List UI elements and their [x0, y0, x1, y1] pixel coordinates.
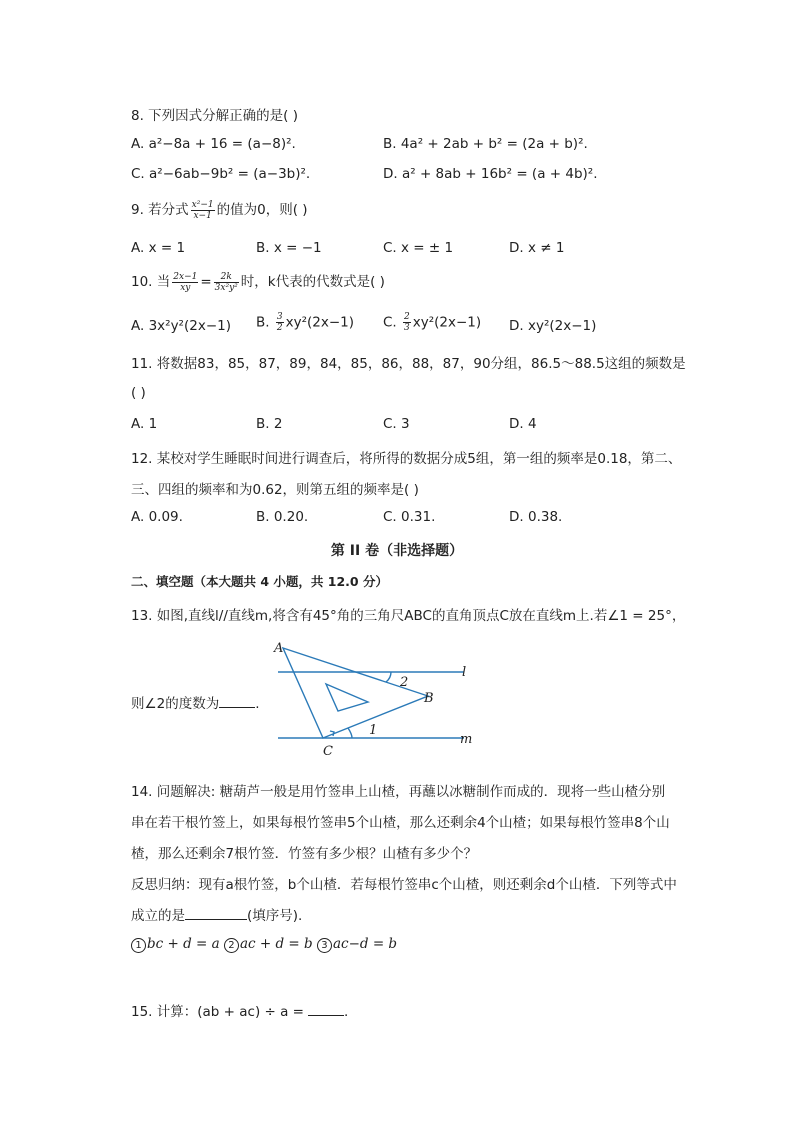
q9-option-a: A. x = 1 [131, 240, 186, 256]
q12-option-d: D. 0.38. [509, 509, 563, 525]
q14-line5-pre: 成立的是 [131, 908, 185, 924]
q9-option-d: D. x ≠ 1 [509, 240, 565, 256]
triangle-abc [283, 648, 428, 738]
q11-option-b: B. 2 [256, 416, 283, 432]
q10-c-fraction [403, 312, 411, 333]
q8-stem: 8. 下列因式分解正确的是( ) [131, 108, 298, 124]
q14-line5-post: (填序号). [247, 908, 303, 924]
q10-fraction-right [214, 272, 239, 293]
q13-answer-blank[interactable] [219, 707, 255, 708]
q11-line1: 11. 将数据83，85，87，89，84，85，86，88，87，90分组，86.5～88.5这组的频数是 [131, 356, 686, 372]
q14-option-3: ac−d = b [332, 936, 398, 952]
q10-option-d: D. xy²(2x−1) [509, 318, 597, 334]
q10-f2-num: 2k [214, 272, 239, 283]
q10-c-den: 3 [404, 323, 410, 333]
q9-suffix: 的值为0，则( ) [216, 202, 308, 218]
q10-option-b [256, 312, 354, 333]
q14-line1: 14. 问题解决: 糖葫芦一般是用竹签串上山楂，再蘸以冰糖制作而成的．现将一些山楂分别 [131, 784, 666, 800]
q14-answer-blank[interactable] [185, 919, 247, 920]
q9-fraction [191, 200, 215, 221]
label-c: C [323, 744, 333, 758]
q10-stem [131, 270, 385, 293]
q13-line2 [131, 692, 260, 712]
q13-line2-text: 则∠2的度数为 [131, 696, 220, 712]
q10-c-rest: xy²(2x−1) [412, 314, 482, 331]
q10-f1-num: 2x−1 [173, 271, 198, 282]
circled-2-icon: 2 [224, 938, 239, 953]
q15-stem [131, 1000, 348, 1020]
q14-option-1: bc + d = a [147, 936, 220, 952]
q11-option-a: A. 1 [131, 416, 158, 432]
q10-b-label: B. [256, 314, 270, 331]
q14-options [131, 936, 397, 953]
q14-line4: 反思归纳：现有a根竹签，b个山楂．若每根竹签串c个山楂，则还剩余d个山楂．下列等式中 [131, 877, 677, 893]
q9-prefix: 9. 若分式 [131, 202, 189, 218]
q8-option-c: C. a²−6ab−9b² = (a−3b)². [131, 166, 311, 182]
q12-option-b: B. 0.20. [256, 509, 309, 525]
q9-option-b: B. x = −1 [256, 240, 322, 256]
label-m: m [460, 732, 473, 747]
q10-b-den: 2 [276, 323, 283, 333]
section-fill-in-title: 二、填空题（本大题共 4 小题，共 12.0 分） [131, 574, 388, 589]
q13-line1: 13. 如图,直线l//直线m,将含有45°角的三角尺ABC的直角顶点C放在直线m上.若∠1 = 25°， [131, 608, 686, 624]
q9-frac-num: x²−1 [191, 199, 214, 210]
q9-stem [131, 198, 308, 221]
q10-b-rest: xy²(2x−1) [285, 314, 354, 331]
q10-f2-den: 3x²y² [214, 282, 238, 293]
label-l: l [462, 665, 467, 680]
q10-prefix: 10. 当 [131, 274, 171, 290]
q15-post: . [344, 1004, 349, 1020]
q13-line2-end: . [255, 696, 260, 712]
q10-suffix: 时，k代表的代数式是( ) [240, 274, 385, 290]
q12-option-c: C. 0.31. [383, 509, 436, 525]
q10-option-c [383, 312, 481, 333]
q10-fraction-left [172, 272, 198, 293]
q15-answer-blank[interactable] [308, 1015, 344, 1016]
triangle-inner [326, 684, 368, 711]
q9-option-c: C. x = ± 1 [383, 240, 454, 256]
q10-equals: = [200, 274, 212, 290]
label-a: A [274, 641, 284, 656]
q8-option-b: B. 4a² + 2ab + b² = (2a + b)². [383, 136, 588, 152]
q10-c-num: 2 [404, 312, 410, 322]
q11-option-c: C. 3 [383, 416, 410, 432]
label-angle-2: 2 [400, 675, 409, 690]
q11-line2: ( ) [131, 385, 146, 401]
label-b: B [424, 691, 434, 706]
q13-triangle-figure [268, 636, 480, 758]
q10-option-a: A. 3x²y²(2x−1) [131, 318, 231, 334]
q12-option-a: A. 0.09. [131, 509, 183, 525]
circled-1-icon: 1 [131, 938, 146, 953]
q12-line2: 三、四组的频率和为0.62，则第五组的频率是( ) [131, 482, 419, 498]
angle-1-arc [348, 728, 352, 738]
q8-option-d: D. a² + 8ab + 16b² = (a + 4b)². [383, 166, 598, 182]
q9-frac-den: x−1 [193, 210, 212, 221]
q10-b-num: 3 [276, 312, 283, 322]
angle-2-arc [386, 672, 391, 682]
q14-line5 [131, 904, 302, 924]
circled-3-icon: 3 [317, 938, 332, 953]
q10-f1-den: xy [180, 282, 191, 293]
q14-option-2: ac + d = b [239, 936, 313, 952]
q14-line2: 串在若干根竹签上，如果每根竹签串5个山楂，那么还剩余4个山楂；如果每根竹签串8个山 [131, 815, 670, 831]
q15-pre: 15. 计算：(ab + ac) ÷ a = [131, 1004, 304, 1020]
q8-option-a: A. a²−8a + 16 = (a−8)². [131, 136, 296, 152]
label-angle-1: 1 [369, 723, 378, 738]
q10-c-label: C. [383, 314, 397, 331]
part-ii-title: 第 II 卷（非选择题） [330, 543, 464, 559]
q12-line1: 12. 某校对学生睡眠时间进行调查后，将所得的数据分成5组，第一组的频率是0.18，第二、 [131, 451, 682, 467]
q10-b-fraction [276, 312, 284, 333]
q14-line3: 楂，那么还剩余7根竹签．竹签有多少根？山楂有多少个？ [131, 846, 478, 862]
q11-option-d: D. 4 [509, 416, 537, 432]
